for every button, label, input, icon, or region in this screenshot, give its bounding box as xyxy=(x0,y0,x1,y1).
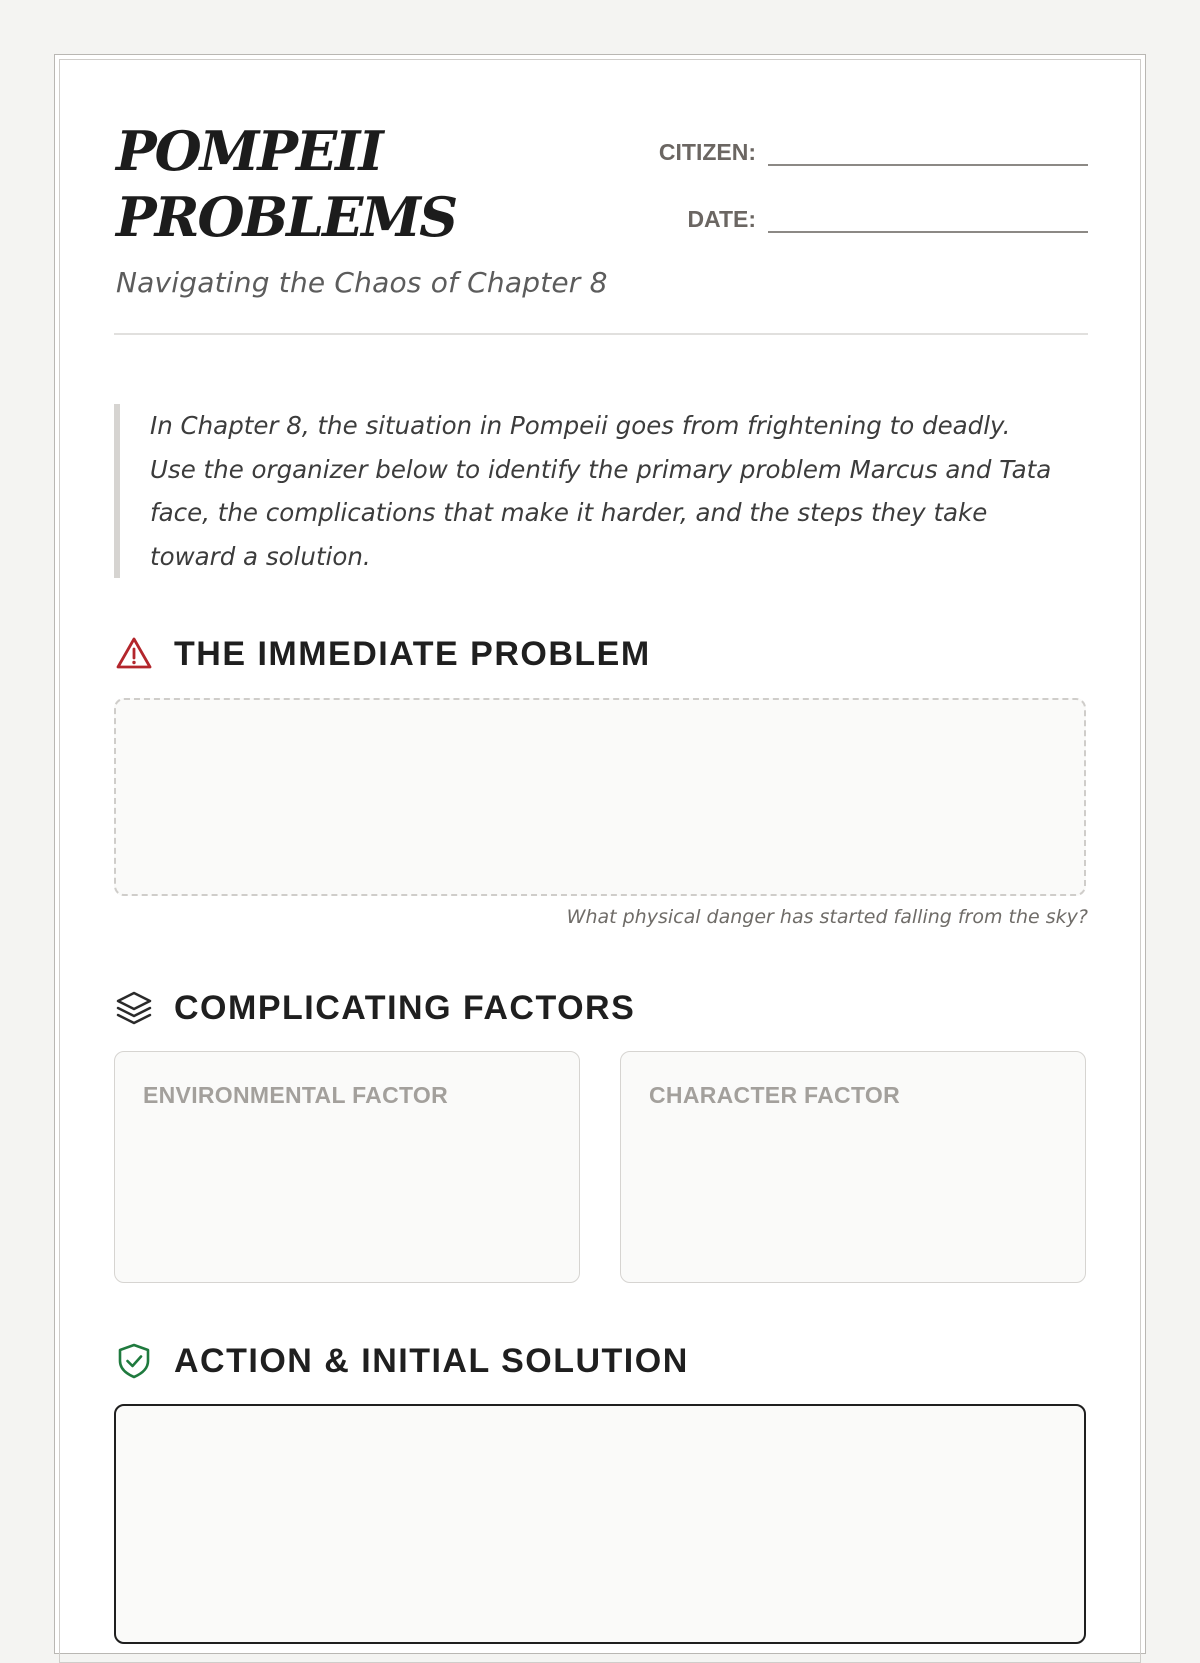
date-label: DATE: xyxy=(687,206,756,232)
date-field xyxy=(687,193,1088,233)
header-divider xyxy=(114,333,1088,335)
layers-icon xyxy=(114,988,154,1028)
solution-section-title: ACTION & INITIAL SOLUTION xyxy=(174,1341,689,1380)
problem-hint: What physical danger has started falling from the sky? xyxy=(566,906,1088,928)
citizen-field xyxy=(659,126,1088,166)
problem-section-header xyxy=(114,634,651,674)
page-title xyxy=(116,118,576,250)
intro-text: In Chapter 8, the situation in Pompeii goes from frightening to deadly. Use the organizer below to identify the primary problem Marcus and Tata face, the complications that make it harder, and the steps they take toward a solution. xyxy=(114,404,1060,578)
title-line-2: PROBLEMS xyxy=(116,185,457,249)
solution-answer-box[interactable] xyxy=(114,1404,1086,1644)
factors-section-title: COMPLICATING FACTORS xyxy=(174,988,636,1027)
title-line-1: POMPEII xyxy=(116,119,382,183)
character-factor-box[interactable] xyxy=(620,1051,1086,1283)
solution-section-header xyxy=(114,1341,689,1381)
environmental-factor-box[interactable] xyxy=(114,1051,580,1283)
citizen-input-line[interactable] xyxy=(768,138,1088,166)
factors-section-header xyxy=(114,988,635,1028)
warning-icon xyxy=(114,634,154,674)
shield-check-icon xyxy=(114,1341,154,1381)
date-input-line[interactable] xyxy=(768,205,1088,233)
environmental-factor-label: ENVIRONMENTAL FACTOR xyxy=(143,1082,449,1108)
citizen-label: CITIZEN: xyxy=(658,139,756,165)
problem-section-title: THE IMMEDIATE PROBLEM xyxy=(174,634,651,673)
page-subtitle: Navigating the Chaos of Chapter 8 xyxy=(116,266,608,299)
problem-answer-box[interactable] xyxy=(114,698,1086,896)
character-factor-label: CHARACTER FACTOR xyxy=(649,1082,900,1108)
